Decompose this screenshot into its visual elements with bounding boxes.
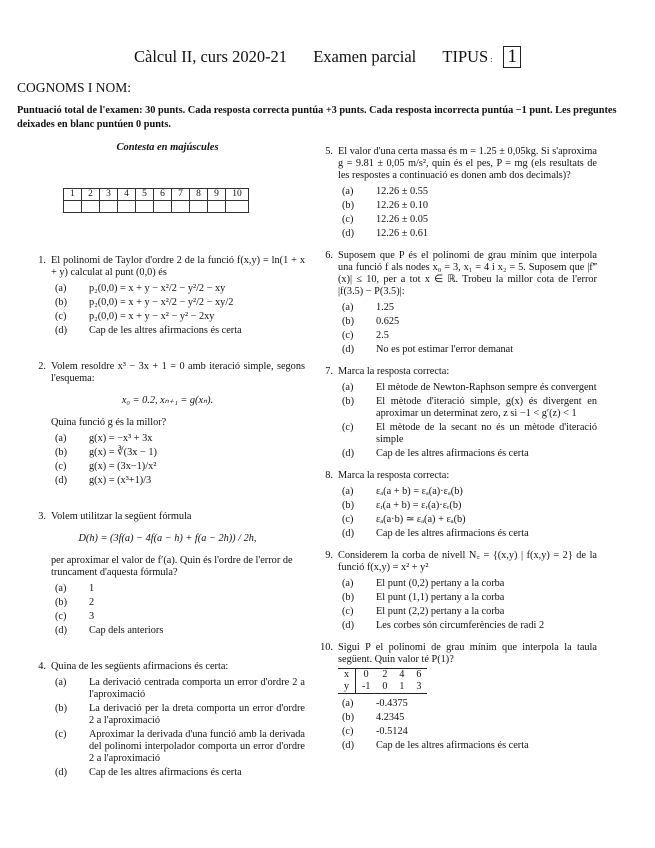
option-text: El mètode de la secant no és un mètode d'iteració simple [376,422,597,445]
tipus-colon: : [490,55,493,64]
option-letter: (a) [55,283,67,294]
question-3 [30,511,305,639]
option-a[interactable] [338,382,597,394]
question-text: Considerem la corba de nivell N꜀ = {(x,y) | f(x,y) = 2} de la funció f(x,y) = x² + y² [338,550,597,573]
answer-grid-number: 2 [82,189,100,201]
question-text: Volem resoldre x³ − 3x + 1 = 0 amb iteració simple, segons l'esquema: [51,361,305,384]
option-letter: (a) [342,578,354,589]
question-followup: Quina funció g és la millor? [51,417,167,428]
options [51,583,305,637]
option-letter: (c) [342,726,354,737]
names-label: COGNOMS I NOM: [17,80,132,95]
option-a[interactable] [338,486,597,498]
option-text: 2 [89,597,95,608]
option-text: g(x) = (3x−1)/x² [89,461,157,472]
option-d[interactable] [338,448,597,460]
tipus-label: TIPUS [442,47,489,66]
option-letter: (c) [342,606,354,617]
option-text: εₐ(a + b) = εₐ(a)·εₐ(b) [376,486,463,497]
answer-box[interactable] [136,201,154,213]
answer-box[interactable] [172,201,190,213]
question-8 [317,470,597,542]
option-c[interactable] [51,461,305,473]
option-text: g(x) = ∛(3x − 1) [89,447,157,458]
option-text: p₂(0,0) = x + y − x² − y² − 2xy [89,311,215,322]
question-number: 2. [38,361,46,372]
exam-type: Examen parcial [313,47,417,66]
answer-grid-boxes [64,201,249,213]
option-text: Cap dels anteriors [89,625,164,636]
option-b[interactable] [51,703,305,727]
answer-box[interactable] [226,201,249,213]
option-c[interactable] [338,214,597,226]
options [338,578,597,632]
answer-grid-number: 5 [136,189,154,201]
option-letter: (a) [342,486,354,497]
option-text: 12.26 ± 0.05 [376,214,428,225]
data-table-cell: 0 [376,681,393,694]
option-text: Cap de les altres afirmacions és certa [376,740,529,751]
option-text: 12.26 ± 0.10 [376,200,428,211]
display-formula: x₀ = 0.2, xₙ₊₁ = g(xₙ). [121,395,214,406]
option-letter: (b) [342,316,355,327]
option-text: g(x) = (x³+1)/3 [89,475,152,486]
option-text: 0.625 [376,316,400,327]
questions-left-column [30,255,305,781]
question-stem [30,661,305,673]
option-letter: (c) [342,330,354,341]
option-letter: (d) [55,475,68,486]
question-number: 9. [325,550,333,561]
options [338,486,597,540]
answer-grid-number: 1 [64,189,82,201]
option-letter: (d) [55,625,68,636]
question-10 [317,642,597,754]
question-stem [317,642,597,666]
option-letter: (d) [342,620,355,631]
option-letter: (b) [342,592,355,603]
question-number: 5. [325,146,333,157]
option-b[interactable] [338,500,597,512]
option-text: La derivació per la dreta comporta un error d'ordre 2 a l'aproximació [89,703,305,726]
question-number: 1. [38,255,46,266]
option-text: 12.26 ± 0.55 [376,186,428,197]
data-table-row [338,681,427,694]
option-b[interactable] [338,396,597,420]
question-text: Quina de les següents afirmacions és certa: [51,661,229,672]
option-letter: (a) [342,302,354,313]
question-text: Sigui P el polinomi de grau mínim que interpola la taula següent. Quin valor té P(1)? [338,642,597,665]
option-text: El punt (0,2) pertany a la corba [376,578,505,589]
option-letter: (d) [342,740,355,751]
data-table-cell: 2 [376,669,393,682]
option-b[interactable] [51,597,305,609]
answer-box[interactable] [100,201,118,213]
data-table [338,668,427,694]
option-letter: (a) [342,382,354,393]
option-text: El punt (1,1) pertany a la corba [376,592,505,603]
option-text: El punt (2,2) pertany a la corba [376,606,505,617]
options [338,698,597,752]
question-text: Volem utilitzar la següent fórmula [51,511,192,522]
option-text: La derivació centrada comporta un error d'ordre 2 a l'aproximació [89,677,305,700]
options [51,433,305,487]
option-b[interactable] [338,592,597,604]
question-stem [317,366,597,378]
option-letter: (a) [55,677,67,688]
option-text: p₂(0,0) = x + y − x²/2 − y²/2 − xy [89,283,226,294]
option-letter: (c) [342,214,354,225]
option-a[interactable] [338,302,597,314]
option-text: Cap de les altres afirmacions és certa [376,448,529,459]
question-stem [30,361,305,385]
answer-box[interactable] [64,201,82,213]
option-letter: (c) [342,514,354,525]
option-c[interactable] [338,726,597,738]
tipus-value-box: 1 [503,46,521,68]
option-d[interactable] [338,228,597,240]
answer-box[interactable] [208,201,226,213]
options [51,283,305,337]
option-letter: (a) [342,698,354,709]
option-letter: (d) [342,228,355,239]
option-text: El mètode de Newton-Raphson sempre és convergent [376,382,597,393]
option-c[interactable] [338,606,597,618]
option-text: εₐ(a·b) ≃ εₐ(a) + εₐ(b) [376,514,466,525]
option-c[interactable] [51,311,305,323]
answer-grid-number: 8 [190,189,208,201]
question-4 [30,661,305,781]
option-text: g(x) = −x³ + 3x [89,433,153,444]
option-letter: (b) [342,500,355,511]
option-text: Les corbes són circumferències de radi 2 [376,620,545,631]
option-text: -0.4375 [376,698,408,709]
options [338,186,597,240]
question-number: 4. [38,661,46,672]
question-9 [317,550,597,634]
question-text: El polinomi de Taylor d'ordre 2 de la funció f(x,y) = ln(1 + x + y) calculat al punt (0,0) és [51,255,305,278]
data-table-cell: 3 [410,681,427,694]
answer-box[interactable] [154,201,172,213]
option-b[interactable] [51,297,305,309]
option-c[interactable] [51,611,305,623]
question-6 [317,250,597,358]
option-d[interactable] [338,740,597,752]
option-letter: (d) [55,325,68,336]
option-letter: (b) [55,597,68,608]
option-a[interactable] [338,186,597,198]
option-text: εᵣ(a + b) = εᵣ(a)·εᵣ(b) [376,500,462,511]
question-stem [317,146,597,182]
question-text: Suposem que P és el polinomi de grau mínim que interpola una funció f als nodes x₀ = 3, x₁ = 4 i x₂ = 5. Suposem que |f‴(x)| ≤ 10, per a tot x ∈ ℝ. Trobeu la millor cota de l'error |f(3.5) − P(3.5)|: [338,250,597,297]
question-number: 7. [325,366,333,377]
option-a[interactable] [338,578,597,590]
option-letter: (c) [55,729,67,740]
option-text: 1 [89,583,95,594]
option-letter: (c) [55,461,67,472]
question-number: 10. [320,642,333,653]
option-letter: (a) [342,186,354,197]
data-table-cell: 6 [410,669,427,682]
option-b[interactable] [338,200,597,212]
option-letter: (b) [342,200,355,211]
option-text: 3 [89,611,95,622]
option-d[interactable] [51,475,305,487]
option-d[interactable] [338,620,597,632]
option-text: Cap de les altres afirmacions és certa [376,528,529,539]
question-stem [317,470,597,482]
answer-box[interactable] [118,201,136,213]
option-text: Cap de les altres afirmacions és certa [89,325,242,336]
option-letter: (c) [55,611,67,622]
questions-right-column [317,146,597,754]
option-letter: (c) [342,422,354,433]
option-text: Cap de les altres afirmacions és certa [89,767,242,778]
options [338,382,597,460]
option-letter: (b) [55,447,68,458]
question-text: Marca la resposta correcta: [338,470,450,481]
option-text: 2.5 [376,330,389,341]
option-letter: (d) [342,528,355,539]
data-table-cell: x [338,669,356,682]
options [338,302,597,356]
option-c[interactable] [338,422,597,446]
option-d[interactable] [338,344,597,356]
option-text: Aproximar la derivada d'una funció amb la derivada del polinomi interpolador comporta un error d'ordre 2 a l'aproximació [89,729,305,764]
question-text: Marca la resposta correcta: [338,366,450,377]
question-number: 6. [325,250,333,261]
option-text: No es pot estimar l'error demanat [376,344,514,355]
option-d[interactable] [51,767,305,779]
option-letter: (b) [342,712,355,723]
answer-box[interactable] [82,201,100,213]
answer-grid-number: 10 [226,189,249,201]
option-a[interactable] [51,283,305,295]
option-b[interactable] [338,712,597,724]
answer-grid-number: 6 [154,189,172,201]
scoring-instructions: Puntuació total de l'examen: 30 punts. Cada resposta correcta puntúa +3 punts. Cada resposta incorrecta puntúa −1 punt. Les preguntes deixades en blanc puntúen 0 punts. [17,105,617,130]
option-letter: (d) [342,344,355,355]
option-text: 12.26 ± 0.61 [376,228,428,239]
exam-title [0,46,655,68]
option-text: 4.2345 [376,712,405,723]
option-letter: (d) [342,448,355,459]
option-c[interactable] [51,729,305,765]
option-letter: (b) [342,396,355,407]
option-b[interactable] [51,447,305,459]
question-number: 3. [38,511,46,522]
option-letter: (b) [55,297,68,308]
data-table-row [338,669,427,682]
option-b[interactable] [338,316,597,328]
answer-box[interactable] [190,201,208,213]
data-table-cell: -1 [356,681,377,694]
option-a[interactable] [51,583,305,595]
question-stem [317,550,597,574]
course-name: Càlcul II, curs 2020-21 [134,47,288,66]
option-d[interactable] [51,325,305,337]
question-2 [30,361,305,489]
option-text: p₂(0,0) = x + y − x²/2 − y²/2 − xy/2 [89,297,234,308]
question-stem [30,255,305,279]
data-table-cell: y [338,681,356,694]
answer-grid-number: 7 [172,189,190,201]
option-text: El mètode d'iteració simple, g(x) és divergent en aproximar un determinat zero, z si −1 < g′(z) < 1 [376,396,597,419]
question-stem [30,511,305,523]
option-text: -0.5124 [376,726,408,737]
option-letter: (a) [55,433,67,444]
display-formula: D(h) = (3f(a) − 4f(a − h) + f(a − 2h)) / 2h, [78,533,257,544]
question-number: 8. [325,470,333,481]
question-text: El valor d'una certa massa és m = 1.25 ± 0,05kg. Si s'aproxima g = 9.81 ± 0,05 m/s², quin és el pes, P = mg (els resultats de les respostes a continuació es donen amb dos decimals)? [338,146,597,181]
option-c[interactable] [338,514,597,526]
question-5 [317,146,597,242]
option-d[interactable] [338,528,597,540]
option-d[interactable] [51,625,305,637]
option-a[interactable] [51,677,305,701]
answer-grid-header [64,189,249,201]
option-letter: (c) [55,311,67,322]
option-text: 1.25 [376,302,395,313]
answer-grid-number: 3 [100,189,118,201]
data-table-cell: 0 [356,669,377,682]
option-c[interactable] [338,330,597,342]
question-1 [30,255,305,339]
question-7 [317,366,597,462]
options [51,677,305,779]
option-letter: (a) [55,583,67,594]
question-followup: per aproximar el valor de f′(a). Quin és l'ordre de l'error de truncament d'aquesta fórmula? [51,555,293,578]
option-a[interactable] [51,433,305,445]
question-stem [317,250,597,298]
option-letter: (d) [55,767,68,778]
data-table-cell: 1 [393,681,410,694]
option-letter: (b) [55,703,68,714]
answer-grid-number: 4 [118,189,136,201]
data-table-cell: 4 [393,669,410,682]
option-a[interactable] [338,698,597,710]
answer-grid [63,188,249,213]
answer-instruction: Contesta en majúscules [116,142,219,153]
answer-grid-number: 9 [208,189,226,201]
